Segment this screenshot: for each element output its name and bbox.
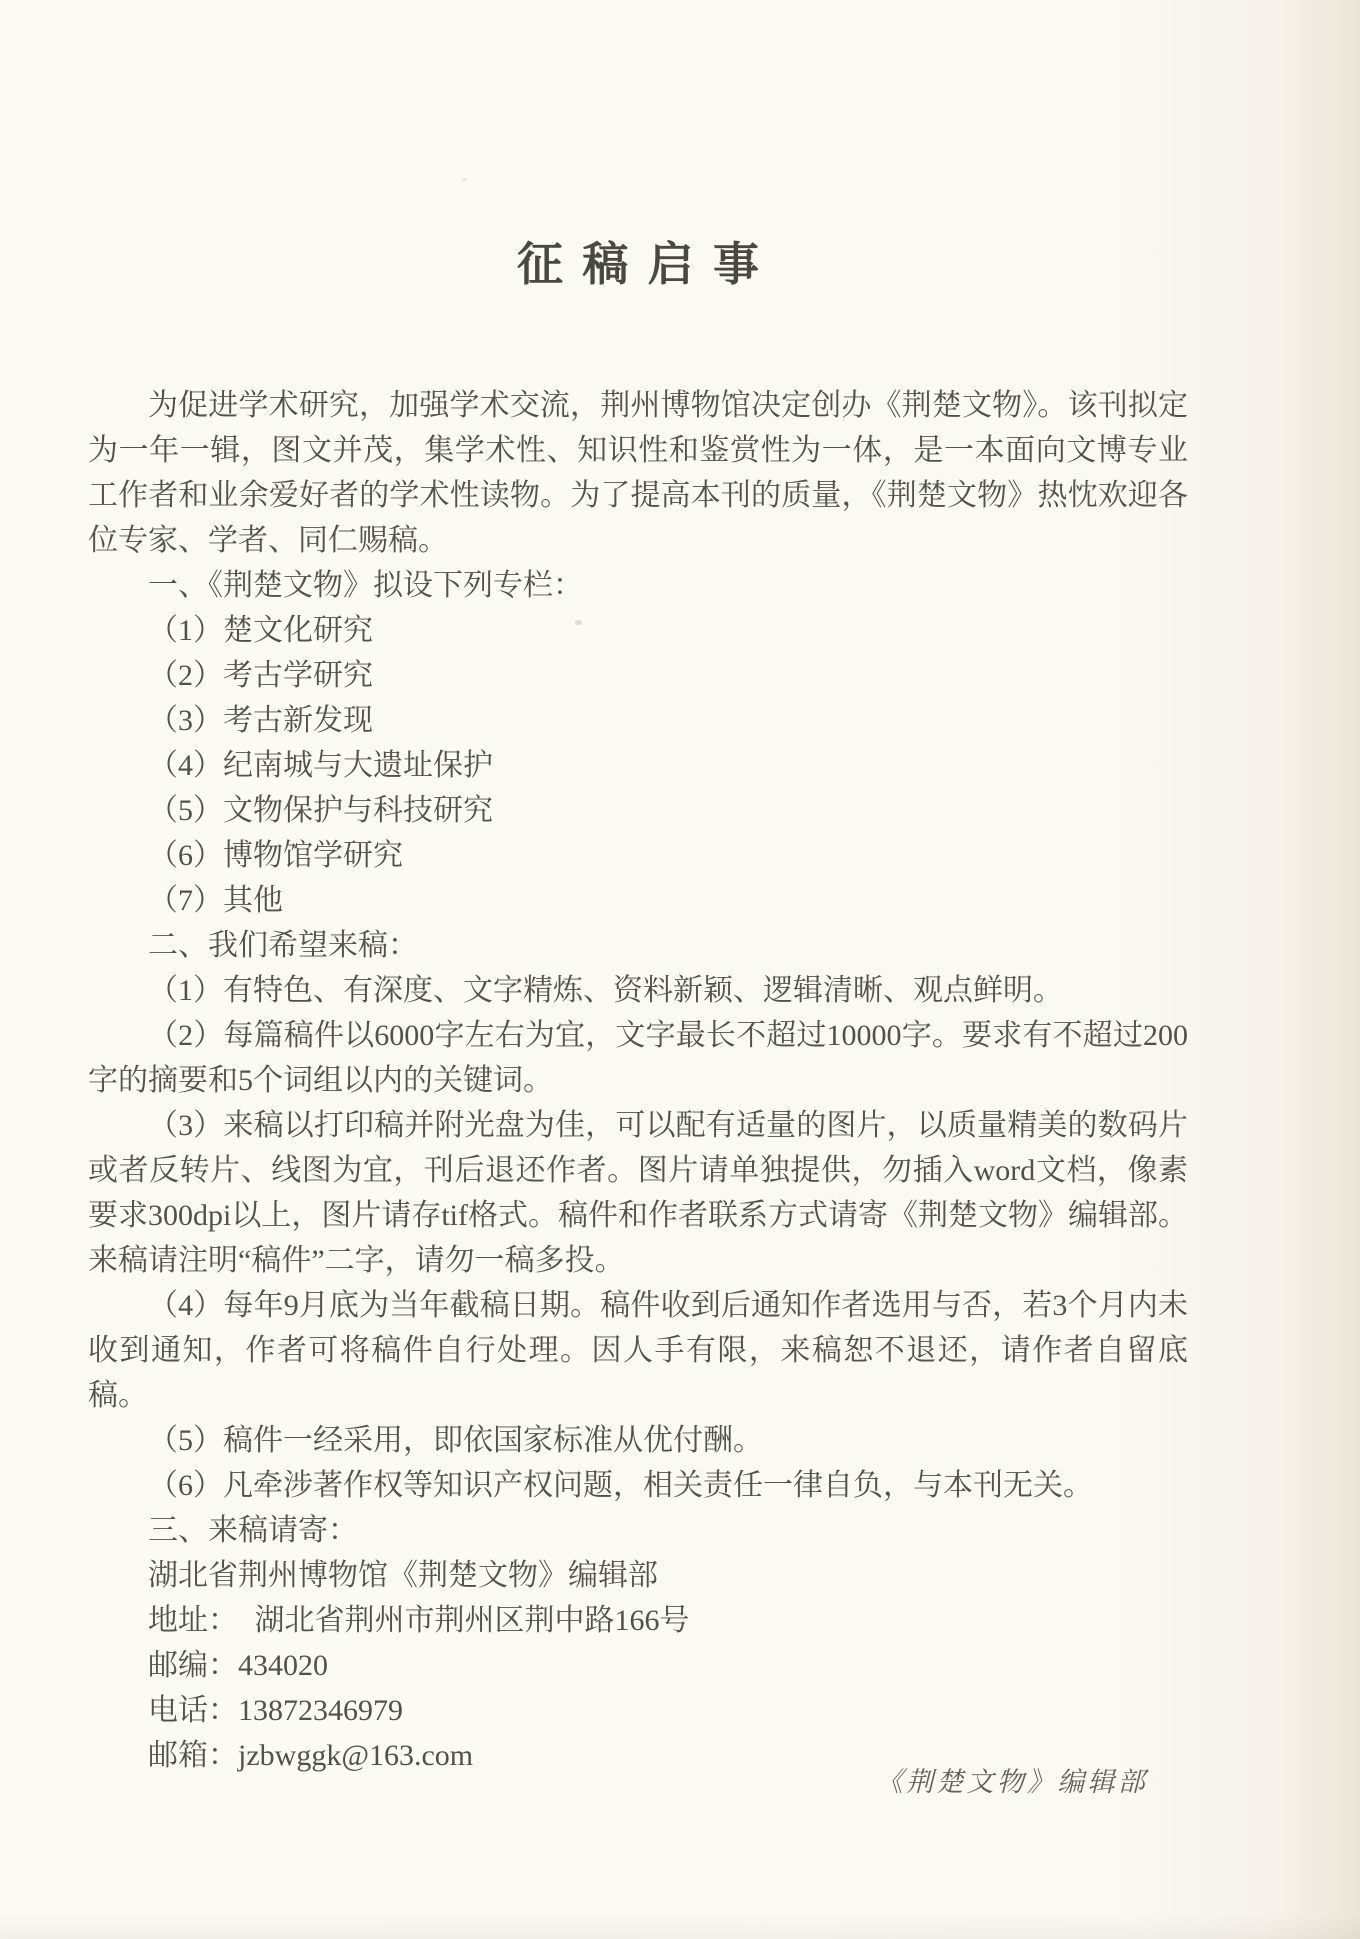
editorial-signature: 《荆楚文物》编辑部	[875, 1767, 1148, 1797]
section3-heading: 三、来稿请寄：	[148, 1514, 358, 1547]
email-label: 邮箱：	[148, 1739, 238, 1772]
column-item-1: （1）楚文化研究	[148, 614, 373, 647]
column-item-2: （2）考古学研究	[148, 659, 373, 692]
submission-guideline-3: （3）来稿以打印稿并附光盘为佳，可以配有适量的图片，以质量精美的数码片或者反转片、线图为宜，刊后退还作者。图片请单独提供，勿插入word文档，像素要求300dpi以上，图片请存tif格式。稿件和作者联系方式请寄《荆楚文物》编辑部。来稿请注明“稿件”二字，请勿一稿多投。	[88, 1109, 1188, 1277]
phone-label: 电话：	[148, 1694, 238, 1727]
submission-guideline-5: （5）稿件一经采用，即依国家标准从优付酬。	[148, 1424, 763, 1457]
phone-value: 13872346979	[238, 1694, 403, 1727]
postcode-label: 邮编：	[148, 1649, 238, 1682]
address-label: 地址：	[148, 1604, 238, 1637]
column-item-4: （4）纪南城与大遗址保护	[148, 749, 493, 782]
submission-guideline-6: （6）凡牵涉著作权等知识产权问题，相关责任一律自负，与本刊无关。	[148, 1469, 1093, 1502]
email-value: jzbwggk@163.com	[238, 1739, 474, 1772]
section1-heading: 一、《荆楚文物》拟设下列专栏：	[148, 569, 583, 602]
submission-guideline-4: （4）每年9月底为当年截稿日期。稿件收到后通知作者选用与否，若3个月内未收到通知，作者可将稿件自行处理。因人手有限，来稿恕不退还，请作者自留底稿。	[88, 1289, 1188, 1412]
recipient-line: 湖北省荆州博物馆《荆楚文物》编辑部	[148, 1559, 658, 1592]
submission-guideline-1: （1）有特色、有深度、文字精炼、资料新颖、逻辑清晰、观点鲜明。	[148, 974, 1063, 1007]
phone-line	[88, 1688, 1188, 1733]
postcode-value: 434020	[238, 1649, 328, 1682]
intro-paragraph: 为促进学术研究，加强学术交流，荆州博物馆决定创办《荆楚文物》。该刊拟定为一年一辑，图文并茂，集学术性、知识性和鉴赏性为一体，是一本面向文博专业工作者和业余爱好者的学术性读物。为了提高本刊的质量，《荆楚文物》热忱欢迎各位专家、学者、同仁赐稿。	[88, 389, 1188, 557]
address-line	[88, 1598, 1188, 1643]
section2-heading: 二、我们希望来稿：	[148, 929, 418, 962]
address-value: 湖北省荆州市荆州区荆中路166号	[254, 1604, 690, 1637]
document-content	[88, 0, 1188, 1778]
column-item-7: （7）其他	[148, 884, 283, 917]
column-item-3: （3）考古新发现	[148, 704, 373, 737]
column-item-5: （5）文物保护与科技研究	[148, 794, 493, 827]
postcode-line	[88, 1643, 1188, 1688]
page-title: 征稿启事	[517, 239, 779, 290]
submission-guideline-2: （2）每篇稿件以6000字左右为宜，文字最长不超过10000字。要求有不超过200字的摘要和5个词组以内的关键词。	[88, 1019, 1188, 1097]
column-item-6: （6）博物馆学研究	[148, 839, 403, 872]
